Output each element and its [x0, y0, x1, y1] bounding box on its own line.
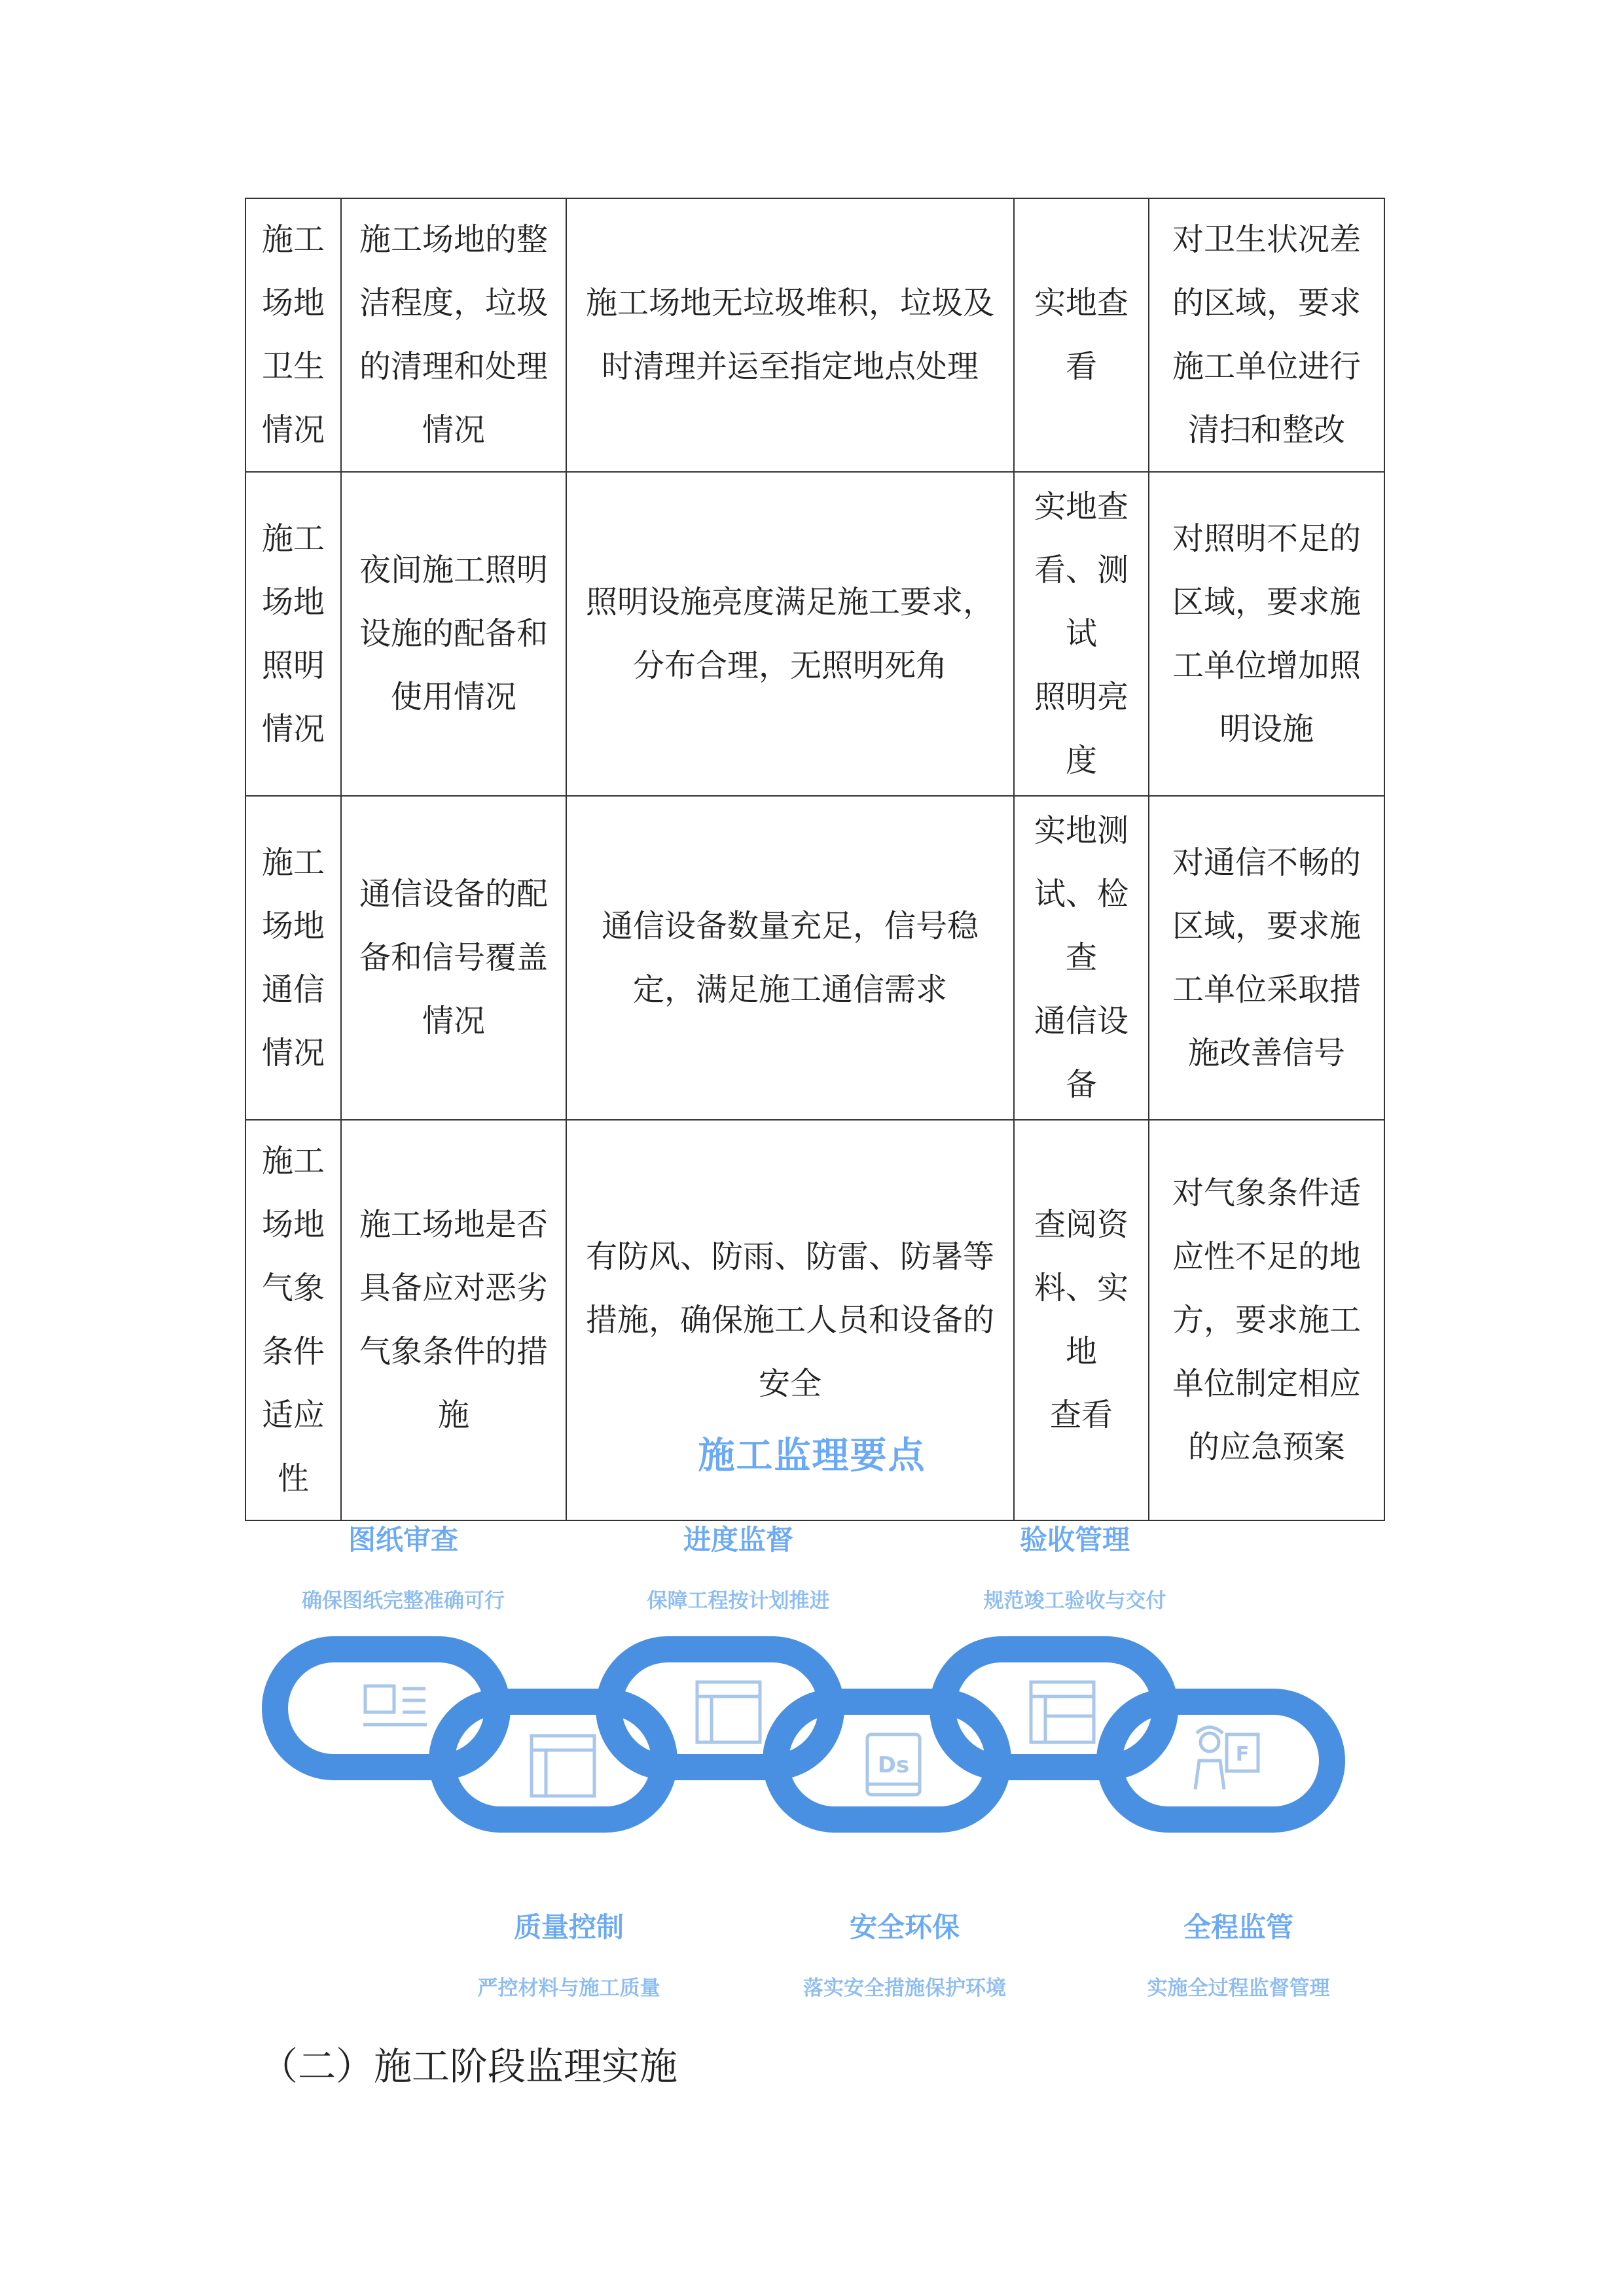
svg-text:F: F [1235, 1743, 1250, 1766]
section-heading: （二）施工阶段监理实施 [260, 2044, 678, 2089]
step-desc: 严控材料与施工质量 [477, 1977, 660, 2000]
chain-diagram [249, 1623, 1375, 1859]
cell-method: 查阅资 料、实地 查看 [1014, 1120, 1149, 1520]
step-safety-environment [721, 1906, 1088, 2001]
cell-measure: 对通信不畅的 区域，要求施 工单位采取措 施改善信号 [1149, 796, 1384, 1120]
table-row [245, 472, 1384, 796]
step-title: 全程监管 [1183, 1911, 1293, 1943]
cell-content: 夜间施工照明 设施的配备和 使用情况 [341, 472, 566, 796]
step-title: 质量控制 [513, 1911, 624, 1943]
cell-item: 施工 场地 照明 情况 [245, 472, 341, 796]
step-desc: 实施全过程监督管理 [1147, 1977, 1330, 2000]
cell-method: 实地测 试、检查 通信设备 [1014, 796, 1149, 1120]
step-drawing-review [220, 1518, 586, 1613]
cell-standard: 有防风、防雨、防雷、防暑等 措施，确保施工人员和设备的 安全 [566, 1120, 1014, 1520]
diagram-title: 施工监理要点 [698, 1435, 926, 1477]
layout-grid-icon [1031, 1682, 1094, 1742]
step-title: 进度监督 [683, 1524, 793, 1556]
step-quality-control [386, 1906, 752, 2001]
cell-standard: 施工场地无垃圾堆积，垃圾及 时清理并运至指定地点处理 [566, 198, 1014, 472]
table-row [245, 796, 1384, 1120]
step-desc: 确保图纸完整准确可行 [302, 1589, 505, 1613]
step-desc: 落实安全措施保护环境 [803, 1977, 1006, 2000]
cell-item: 施工 场地 气象 条件 适应 性 [245, 1120, 341, 1520]
cell-method: 实地查 看、测试 照明亮度 [1014, 472, 1149, 796]
step-title: 验收管理 [1019, 1524, 1130, 1556]
step-title: 图纸审查 [348, 1524, 458, 1556]
step-desc: 保障工程按计划推进 [647, 1589, 830, 1613]
step-progress-supervision [555, 1518, 922, 1613]
cell-measure: 对照明不足的 区域，要求施 工单位增加照 明设施 [1149, 472, 1384, 796]
cell-item: 施工 场地 卫生 情况 [245, 198, 341, 472]
supervision-table [245, 198, 1385, 1521]
cell-content: 施工场地是否 具备应对恶劣 气象条件的措 施 [341, 1120, 566, 1520]
svg-text:Ds: Ds [877, 1752, 910, 1778]
step-acceptance-management [892, 1518, 1258, 1613]
document-list-icon [363, 1686, 427, 1725]
cell-standard: 通信设备数量充足，信号稳 定，满足施工通信需求 [566, 796, 1014, 1120]
cell-measure: 对气象条件适 应性不足的地 方，要求施工 单位制定相应 的应急预案 [1149, 1120, 1384, 1520]
cell-content: 通信设备的配 备和信号覆盖 情况 [341, 796, 566, 1120]
step-full-process-supervision [1055, 1906, 1422, 2001]
step-desc: 规范竣工验收与交付 [983, 1589, 1166, 1613]
cell-method: 实地查看 [1014, 198, 1149, 472]
table-row [245, 198, 1384, 472]
cell-item: 施工 场地 通信 情况 [245, 796, 341, 1120]
cell-standard: 照明设施亮度满足施工要求， 分布合理，无照明死角 [566, 472, 1014, 796]
layout-window-icon [532, 1736, 594, 1796]
step-title: 安全环保 [849, 1911, 960, 1943]
layout-panel-icon [697, 1682, 760, 1742]
cell-content: 施工场地的整 洁程度，垃圾 的清理和处理 情况 [341, 198, 566, 472]
cell-measure: 对卫生状况差 的区域，要求 施工单位进行 清扫和整改 [1149, 198, 1384, 472]
